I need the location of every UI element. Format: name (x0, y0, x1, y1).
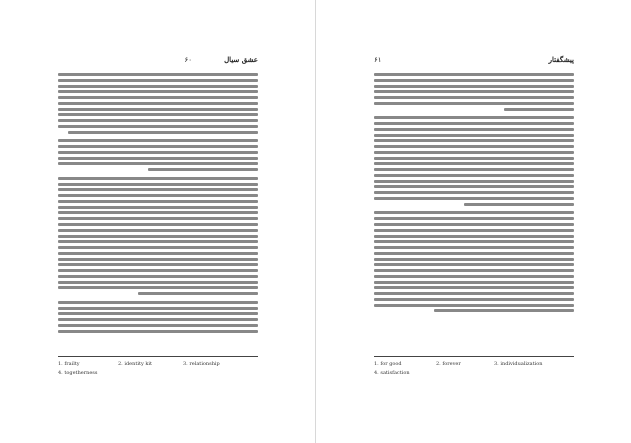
right-body-text-line (374, 197, 574, 200)
left-body-text-line (148, 168, 258, 171)
right-body-text-line (374, 275, 574, 278)
footnote-number: 1. (58, 361, 63, 367)
right-body-text-line (374, 229, 574, 232)
right-body-text-line (374, 269, 574, 272)
right-body-text-line (374, 223, 574, 226)
left-body-text-line (58, 240, 258, 243)
left-body-text-line (58, 258, 258, 261)
left-body-text-line (58, 108, 258, 111)
footnote-text: identity kit (124, 361, 153, 367)
right-body-text-line (374, 116, 574, 119)
left-body-text-line (58, 183, 258, 186)
left-footnote-4 (58, 369, 97, 377)
left-body-text-line (58, 330, 258, 333)
left-body-text-line (58, 157, 258, 160)
right-running-title: پیشگفتار (548, 55, 574, 64)
right-footnote-1 (374, 360, 402, 368)
left-body-text-line (58, 177, 258, 180)
left-body-text-line (58, 235, 258, 238)
left-body-text-line (58, 223, 258, 226)
left-body-text-line (58, 90, 258, 93)
left-body-text-line (58, 113, 258, 116)
right-body-text-line (374, 191, 574, 194)
footnote-text: togetherness (64, 370, 98, 376)
left-body-text-line (58, 119, 258, 122)
left-body-text-line (58, 246, 258, 249)
right-body-text-line (374, 145, 574, 148)
right-body-text-line (374, 157, 574, 160)
left-page (0, 0, 315, 443)
right-body-text-line (374, 185, 574, 188)
right-body-text-line (464, 203, 574, 206)
left-body-text-line (58, 206, 258, 209)
left-body-text-line (58, 286, 258, 289)
footnote-number: 2. (118, 361, 123, 367)
left-body-text-line (58, 188, 258, 191)
left-body-text-line (58, 194, 258, 197)
left-footnotes (58, 360, 258, 384)
footnote-number: 4. (374, 370, 379, 376)
right-footnotes (374, 360, 574, 384)
footnote-number: 4. (58, 370, 63, 376)
footnote-text: individualization (500, 361, 543, 367)
left-body-text-line (58, 269, 258, 272)
left-body-text-line (58, 217, 258, 220)
right-page (316, 0, 631, 443)
right-body-text-line (374, 292, 574, 295)
left-body-text-line (58, 139, 258, 142)
left-body-text-line (58, 73, 258, 76)
right-body-text-line (374, 90, 574, 93)
right-body-text-line (374, 217, 574, 220)
right-body-text-line (374, 128, 574, 131)
left-body-text-line (58, 275, 258, 278)
left-footnote-1 (58, 360, 80, 368)
right-body-text-line (374, 298, 574, 301)
left-body-text-line (58, 125, 258, 128)
left-body-text-line (58, 324, 258, 327)
right-footnote-2 (436, 360, 461, 368)
left-body-text-line (58, 79, 258, 82)
right-body-text-line (374, 162, 574, 165)
right-body-text-line (374, 96, 574, 99)
right-body-text-line (374, 79, 574, 82)
right-body-text-line (374, 281, 574, 284)
left-body-text-line (58, 96, 258, 99)
footnote-number: 2. (436, 361, 441, 367)
footnote-number: 3. (494, 361, 499, 367)
footnote-text: relationship (189, 361, 220, 367)
right-body-text-line (374, 174, 574, 177)
left-body-text-line (58, 200, 258, 203)
right-body-text-line (374, 252, 574, 255)
left-body-text-line (58, 211, 258, 214)
right-body-text-line (374, 263, 574, 266)
left-body-text-line (58, 229, 258, 232)
left-body-text-line (58, 281, 258, 284)
left-footnote-2 (118, 360, 152, 368)
footnote-text: frailty (64, 361, 80, 367)
left-body-text-line (58, 318, 258, 321)
right-body-text-line (374, 134, 574, 137)
right-footnote-rule (374, 356, 574, 357)
right-body-text-line (374, 304, 574, 307)
right-page-header (374, 54, 574, 66)
right-page-number: ۶۱ (374, 56, 382, 64)
right-body-text-line (374, 102, 574, 105)
left-body-text-line (58, 263, 258, 266)
right-body-text-line (374, 286, 574, 289)
left-body-text (58, 72, 258, 348)
left-body-text-line (58, 102, 258, 105)
footnote-text: forever (442, 361, 461, 367)
right-body-text-line (374, 258, 574, 261)
left-footnote-3 (183, 360, 220, 368)
right-body-text-line (374, 180, 574, 183)
left-body-text-line (68, 131, 258, 134)
right-body-text-line (434, 309, 574, 312)
right-body-text-line (374, 211, 574, 214)
left-running-title: عشق سیال (224, 55, 258, 64)
right-body-text-line (374, 85, 574, 88)
right-body-text-line (374, 73, 574, 76)
left-body-text-line (58, 252, 258, 255)
right-footnote-3 (494, 360, 542, 368)
right-footnote-4 (374, 369, 410, 377)
left-body-text-line (58, 162, 258, 165)
left-body-text-line (58, 307, 258, 310)
right-body-text-line (374, 235, 574, 238)
right-body-text (374, 72, 574, 348)
left-body-text-line (138, 292, 258, 295)
left-page-header (58, 54, 258, 66)
right-body-text-line (374, 122, 574, 125)
footnote-text: for good (380, 361, 402, 367)
left-page-number: ۶۰ (184, 56, 192, 64)
left-footnote-rule (58, 356, 258, 357)
footnote-text: satisfaction (380, 370, 410, 376)
left-body-text-line (58, 151, 258, 154)
footnote-number: 3. (183, 361, 188, 367)
left-body-text-line (58, 312, 258, 315)
footnote-number: 1. (374, 361, 379, 367)
right-body-text-line (374, 168, 574, 171)
left-body-text-line (58, 85, 258, 88)
right-body-text-line (374, 240, 574, 243)
right-body-text-line (374, 151, 574, 154)
right-body-text-line (504, 108, 574, 111)
right-body-text-line (374, 139, 574, 142)
left-body-text-line (58, 301, 258, 304)
left-body-text-line (58, 145, 258, 148)
right-body-text-line (374, 246, 574, 249)
